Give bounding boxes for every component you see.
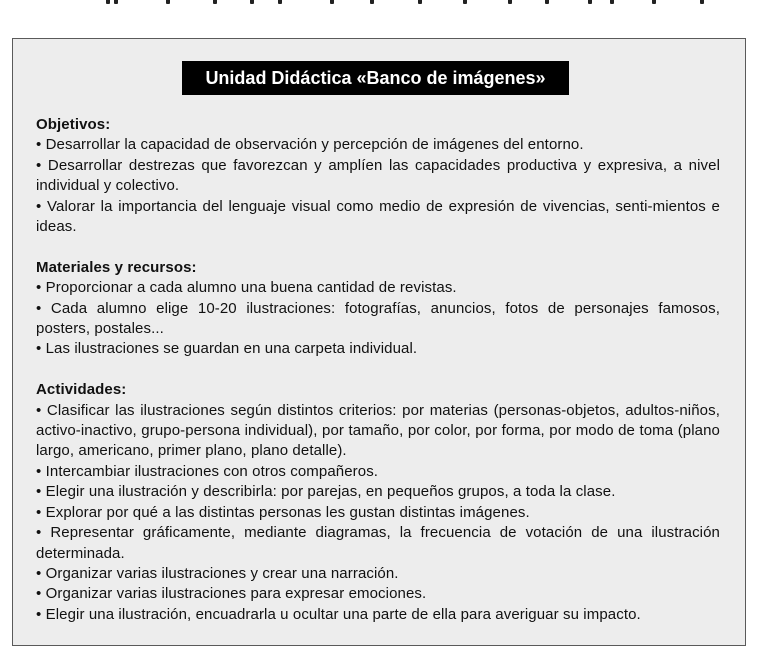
section-materiales — [36, 258, 720, 360]
section-heading: Materiales y recursos: — [36, 258, 197, 276]
unit-title: Unidad Didáctica «Banco de imágenes» — [182, 61, 569, 95]
list-item: • Desarrollar destrezas que favorezcan y amplíen las capacidades productiva y expresiva, a nivel individual y colectivo. — [36, 156, 720, 195]
list-item: • Desarrollar la capacidad de observación y percepción de imágenes del entorno. — [36, 136, 584, 154]
list-item: • Organizar varias ilustraciones y crear una narración. — [36, 564, 399, 582]
list-item: • Las ilustraciones se guardan en una carpeta individual. — [36, 340, 418, 358]
list-item: • Clasificar las ilustraciones según distintos criterios: por materias (personas-objetos, adultos-niños, activo-inactivo, grupo-persona individual), por tamaño, por color, por forma, por modo de toma (plano largo, americano, primer plano, plano detalle). — [36, 401, 720, 460]
section-objetivos — [36, 115, 720, 237]
list-item: • Intercambiar ilustraciones con otros compañeros. — [36, 462, 379, 480]
list-item: • Organizar varias ilustraciones para expresar emociones. — [36, 585, 427, 603]
list-item: • Valorar la importancia del lenguaje visual como medio de expresión de vivencias, senti-mientos e ideas. — [36, 197, 720, 236]
section-heading: Actividades: — [36, 381, 127, 399]
section-heading: Objetivos: — [36, 116, 111, 133]
unit-content — [36, 115, 720, 625]
section-actividades — [36, 380, 720, 625]
list-item: • Proporcionar a cada alumno una buena cantidad de revistas. — [36, 279, 457, 297]
list-item: • Elegir una ilustración y describirla: por parejas, en pequeños grupos, a toda la clase. — [36, 483, 616, 501]
list-item: • Cada alumno elige 10-20 ilustraciones: fotografías, anuncios, fotos de personajes famosos, posters, postales... — [36, 299, 720, 338]
list-item: • Explorar por qué a las distintas personas les gustan distintas imágenes. — [36, 503, 530, 521]
list-item: • Elegir una ilustración, encuadrarla u ocultar una parte de ella para averiguar su impacto. — [36, 605, 641, 623]
list-item: • Representar gráficamente, mediante diagramas, la frecuencia de votación de una ilustración determinada. — [36, 524, 720, 562]
cropped-previous-text-line — [0, 0, 772, 8]
unit-box — [12, 38, 746, 646]
